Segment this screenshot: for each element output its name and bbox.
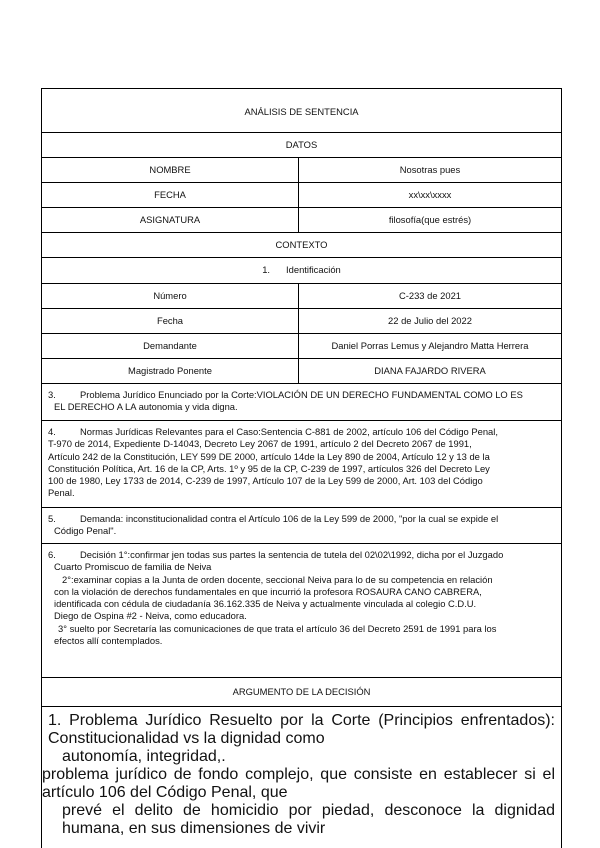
sentence-analysis-table xyxy=(41,88,562,848)
decision: 6. Decisión 1°:confirmar jen todas sus partes la sentencia de tutela del 02\02\1992, dicha por el Juzgado Cuarto Promiscuo de familia de Neiva 2°:examinar copias a la Junta de orden docente, seccional Neiva para lo de su competencia en relación con la violación de derechos fundamentales en que incurrió la profesora ROSAURA CANO CABRERA, identificada con cédula de ciudadanía 36.162.335 de Neiva y actualmente vinculada al colegio C.D.U. Diego de Ospina #2 - Neiva, como educadora. 3° suelto por Secretaría las comunicaciones de que trata el artículo 36 del Decreto 2591 de 1991 para los efectos allí contemplados. xyxy=(42,544,561,678)
demanda: 5. Demanda: inconstitucionalidad contra el Artículo 106 de la Ley 599 de 2000, "por la cual se expide el Código Penal". xyxy=(42,508,561,544)
row-value: C-233 de 2021 xyxy=(398,289,462,301)
table-row xyxy=(42,334,561,359)
normas-juridicas-relevantes: 4. Normas Jurídicas Relevantes para el Caso:Sentencia C-881 de 2002, artículo 106 del Código Penal, T-970 de 2014, Expediente D-14043, Decreto Ley 2067 de 1991, artículo 2 del Decreto 2067 de 1991, Artículo 242 de la Constitución, LEY 599 DE 2000, artículo 14de la Ley 890 de 2004, Artículo 12 y 13 de la Constitución Política, Art. 16 de la CP, Arts. 1º y 95 de la CP, C-239 de 1997, artículos 326 del Decreto Ley 100 de 1980, Ley 1733 de 2014, C-239 de 1997, Artículo 107 de la Ley 599 de 2000, Art. 103 del Código Penal. xyxy=(42,421,561,508)
argumento-body: 1. Problema Jurídico Resuelto por la Corte (Principios enfrentados): Constitucionalidad vs la dignidad como autonomía, integridad,. problema jurídico de fondo complejo, que consiste en establecer si el artículo 106 del Código Penal, que prevé el delito de homicidio por piedad, desconoce la dignidad humana, en sus dimensiones de vivir xyxy=(42,712,555,837)
table-title: ANÁLISIS DE SENTENCIA xyxy=(42,89,561,133)
row-label: NOMBRE xyxy=(42,158,299,182)
section-datos: DATOS xyxy=(42,133,561,158)
row-label: FECHA xyxy=(42,183,299,207)
row-label: Fecha xyxy=(42,309,299,333)
table-row xyxy=(42,158,561,183)
row-value: Daniel Porras Lemus y Alejandro Matta Herrera xyxy=(331,339,529,351)
identificacion-heading: 1. Identificación xyxy=(42,258,561,284)
section-contexto: CONTEXTO xyxy=(42,233,561,258)
row-label: Demandante xyxy=(42,334,299,358)
row-label: ASIGNATURA xyxy=(42,208,299,232)
row-value: filosofía(que estrés) xyxy=(388,213,472,225)
table-row xyxy=(42,208,561,233)
table-row xyxy=(42,284,561,309)
row-label: Magistrado Ponente xyxy=(42,359,299,383)
table-row xyxy=(42,309,561,334)
table-row xyxy=(42,183,561,208)
table-row xyxy=(42,359,561,384)
row-value: 22 de Julio del 2022 xyxy=(388,314,472,326)
problema-juridico-enunciado: 3. Problema Jurídico Enunciado por la Corte:VIOLACIÓN DE UN DERECHO FUNDAMENTAL COMO LO ES EL DERECHO A LA autonomia y vida digna. xyxy=(42,384,561,421)
row-label: Número xyxy=(42,284,299,308)
row-value: Nosotras pues xyxy=(399,163,461,175)
row-value: DIANA FAJARDO RIVERA xyxy=(374,364,486,376)
row-value: xx\xx\xxxx xyxy=(408,188,452,200)
section-argumento: ARGUMENTO DE LA DECISIÓN xyxy=(42,678,561,707)
